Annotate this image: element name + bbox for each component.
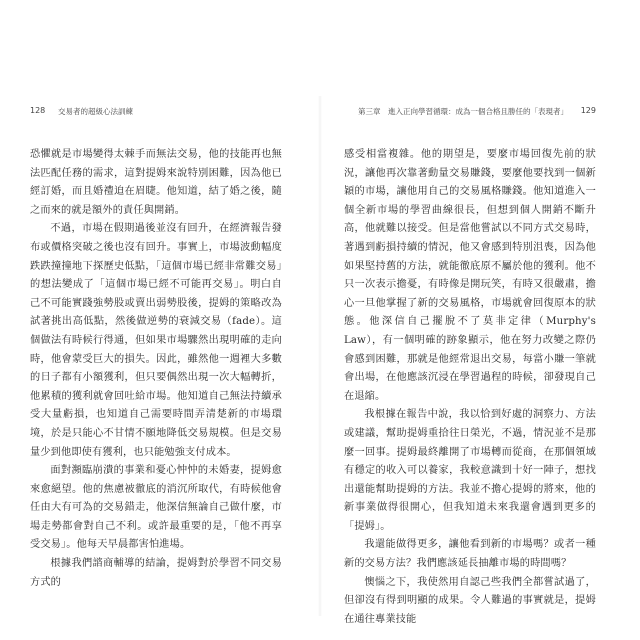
right-page-body <box>344 146 596 629</box>
right-page-number: 129 <box>580 106 596 115</box>
left-page <box>30 106 282 606</box>
paragraph: 恐懼就是市場變得太棘手而無法交易，他的技能再也無法匹配任務的需求，這對提姆來說特別困難，因為他已經訂婚，而且婚禮迫在眉睫。他知道，結了婚之後，隨之而來的就是額外的責任與開銷。 <box>30 149 282 216</box>
right-page <box>344 106 596 625</box>
paragraph: 感受相當複雜。他的期望是，要麼市場回復先前的狀況，讓他再次靠著動量交易賺錢，要麼他要找到一個新穎的市場，讓他用自己的交易風格賺錢。他知道進入一個全新市場的學習曲線很長，但想到個人開銷不斷升高，他就難以接受。但是當他嘗試以不同方式交易時，著遇到虧損持續的情況，他又會感到特別沮喪，因為他如果堅持舊的方法，就能徹底原不屬於他的獲利。他不只一次表示擔憂，有時像是開玩笑，有時又很嚴肅，擔心一旦他掌握了新的交易風格，市場就會回復原本的狀態。他深信自己擺脫不了莫非定律（Murphy's Law），有一個明確的跡象顯示，他在努力改變之際仍會感到困難，那就是他經常退出交易，每當小賺一筆就會出場，在他應該沉浸在學習過程的時候，卻發現自己在退縮。 <box>344 149 596 402</box>
paragraph: 根據我們諮商輔導的結論，提姆對於學習不同交易方式的 <box>30 558 282 588</box>
left-page-body <box>30 146 282 592</box>
right-running-head: 第三章 進入正向學習循環：成為一個合格且勝任的「表現者」 <box>358 107 568 116</box>
paragraph: 我根據在報告中說，我以恰到好處的洞察力、方法或建議，幫助提姆重拾往日榮光，不過，情況並不是那麼一回事。提姆最終離開了市場轉而從商，在那個領域有穩定的收入可以養家，我較意識到十好一陣子，想找出還能幫助提姆的方法。我並不擔心提姆的將來，他的新事業做得很開心，但我知道未來我還會遇到更多的「提姆」。 <box>344 409 596 532</box>
paragraph: 懊惱之下，我使然用自認己些我們全都嘗試過了，但卻沒有得到明顯的成果。令人難過的事實就是，提姆在通往專業技能 <box>344 576 596 625</box>
left-running-head: 交易者的超級心法訓練 <box>58 107 133 116</box>
left-page-number: 128 <box>30 106 46 115</box>
book-gutter <box>318 96 322 616</box>
paragraph: 我還能做得更多，讓他看到新的市場嗎？或者一種新的交易方法？我們應該延長抽離市場的時間嗎？ <box>344 539 596 570</box>
left-page-header <box>30 106 282 120</box>
right-page-header <box>344 106 596 120</box>
paragraph: 不過，市場在假期過後並沒有回升，在經濟報告發布或價格突破之後也沒有回升。事實上，市場波動幅度跌跌撞撞地下探歷史低點，「這個市場已經非常難交易」的想法變成了「這個市場已經不可能再交易」。明白自己不可能實踐強勢股或賣出弱勢股後，提姆的策略改為試著挑出高低點，然後做逆勢的衰減交易（fade）。這個做法有時候行得通，但如果市場驟然出現明確的走向時，他會蒙受巨大的損失。因此，雖然他一週裡大多數的日子都有小額獲利，但只要偶然出現一次大幅轉折，他累積的獲利就會回吐給市場。他知道自己無法持續承受大量虧損，也知道自己需要時間弄清楚新的市場環境，於是只能心不甘情不願地降低交易規模。但是交易量少到他即使有獲利，也只能勉強支付成本。 <box>30 223 282 458</box>
paragraph: 面對瀕臨崩潰的事業和憂心忡忡的未婚妻，提姆愈來愈絕望。他的焦慮被徹底的消沉所取代，有時候他會任由大有可為的交易錯走，他深信無論自己做什麼，市場走勢都會對自己不利。或許最重要的是，「他不再享受交易」。他每天早晨都害怕進場。 <box>30 465 282 551</box>
